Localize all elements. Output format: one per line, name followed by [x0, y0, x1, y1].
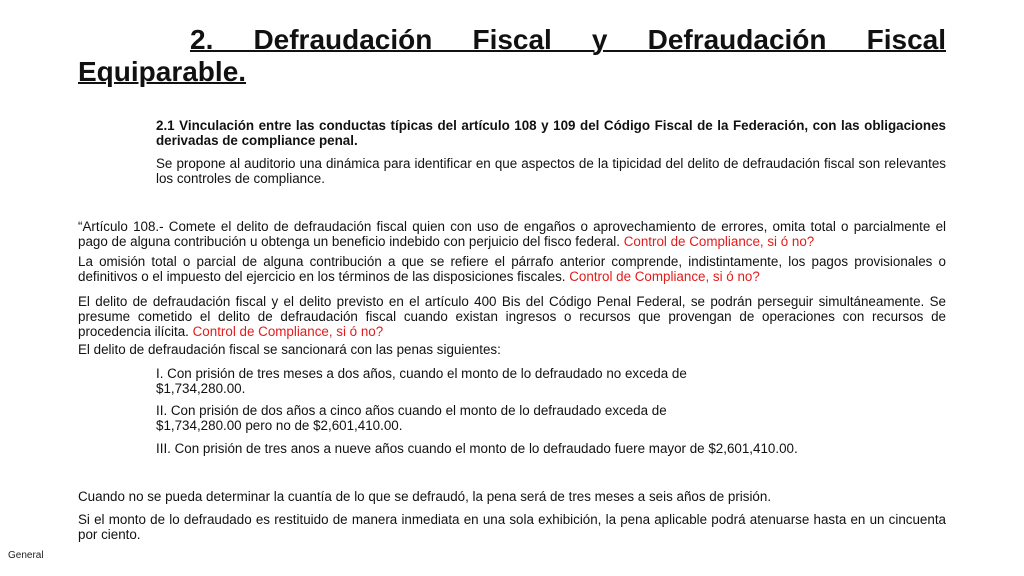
articulo-108-text: “Artículo 108.- Comete el delito de defraudación fiscal quien con uso de engaños o aprovechamiento de errores, omita total o parcialmente el pago de alguna contribución u obtenga un beneficio indebido con perjuicio del fisco federal.	[78, 219, 946, 249]
omision-text: La omisión total o parcial de alguna contribución a que se refiere el párrafo anterior comprende, indistintamente, los pagos provisionales o definitivos o el impuesto del ejercicio en los términos de las disposiciones fiscales.	[78, 254, 946, 284]
subtitle: 2.1 Vinculación entre las conductas típicas del artículo 108 y 109 del Código Fiscal de la Federación, con las obligaciones derivadas de compliance penal.	[156, 118, 946, 148]
pena-item-2-line1: II. Con prisión de dos años a cinco años cuando el monto de lo defraudado exceda de	[156, 403, 667, 418]
pena-item-3-line1: III. Con prisión de tres anos a nueve años cuando el monto de lo defraudado fuere mayor de $2,601,410.00.	[156, 441, 798, 456]
restituido-paragraph: Si el monto de lo defraudado es restituido de manera inmediata en una sola exhibición, la pena aplicable podrá atenuarse hasta en un cincuenta por ciento.	[78, 512, 946, 542]
omision-paragraph	[78, 254, 946, 284]
compliance-question: Control de Compliance, si ó no?	[623, 234, 815, 249]
compliance-question: Control de Compliance, si ó no?	[569, 269, 760, 284]
penas-intro: El delito de defraudación fiscal se sancionará con las penas siguientes:	[78, 342, 501, 357]
compliance-question: Control de Compliance, si ó no?	[192, 324, 384, 339]
slide-title: 2. Defraudación Fiscal y Defraudación Fiscal Equiparable.	[78, 24, 946, 87]
cuantia-paragraph: Cuando no se pueda determinar la cuantía de lo que se defraudó, la pena será de tres meses a seis años de prisión.	[78, 489, 772, 504]
pena-item-1	[156, 366, 856, 396]
pena-item-1-line1: I. Con prisión de tres meses a dos años, cuando el monto de lo defraudado no exceda de	[156, 366, 687, 381]
delito-400-paragraph	[78, 294, 946, 339]
articulo-108-paragraph	[78, 219, 946, 249]
pena-item-3	[156, 441, 946, 456]
footer-label: General	[8, 550, 44, 561]
intro-paragraph: Se propone al auditorio una dinámica para identificar en que aspectos de la tipicidad del delito de defraudación fiscal son relevantes los controles de compliance.	[156, 156, 946, 186]
pena-item-2	[156, 403, 856, 433]
pena-item-1-line2: $1,734,280.00.	[156, 381, 246, 396]
pena-item-2-line2: $1,734,280.00 pero no de $2,601,410.00.	[156, 418, 403, 433]
delito-400-text: El delito de defraudación fiscal y el delito previsto en el artículo 400 Bis del Código Penal Federal, se podrán perseguir simultáneamente. Se presume cometido el delito de defraudación fiscal cuando existan ingresos o recursos que provengan de operaciones con recursos de procedencia ilícita.	[78, 294, 946, 339]
